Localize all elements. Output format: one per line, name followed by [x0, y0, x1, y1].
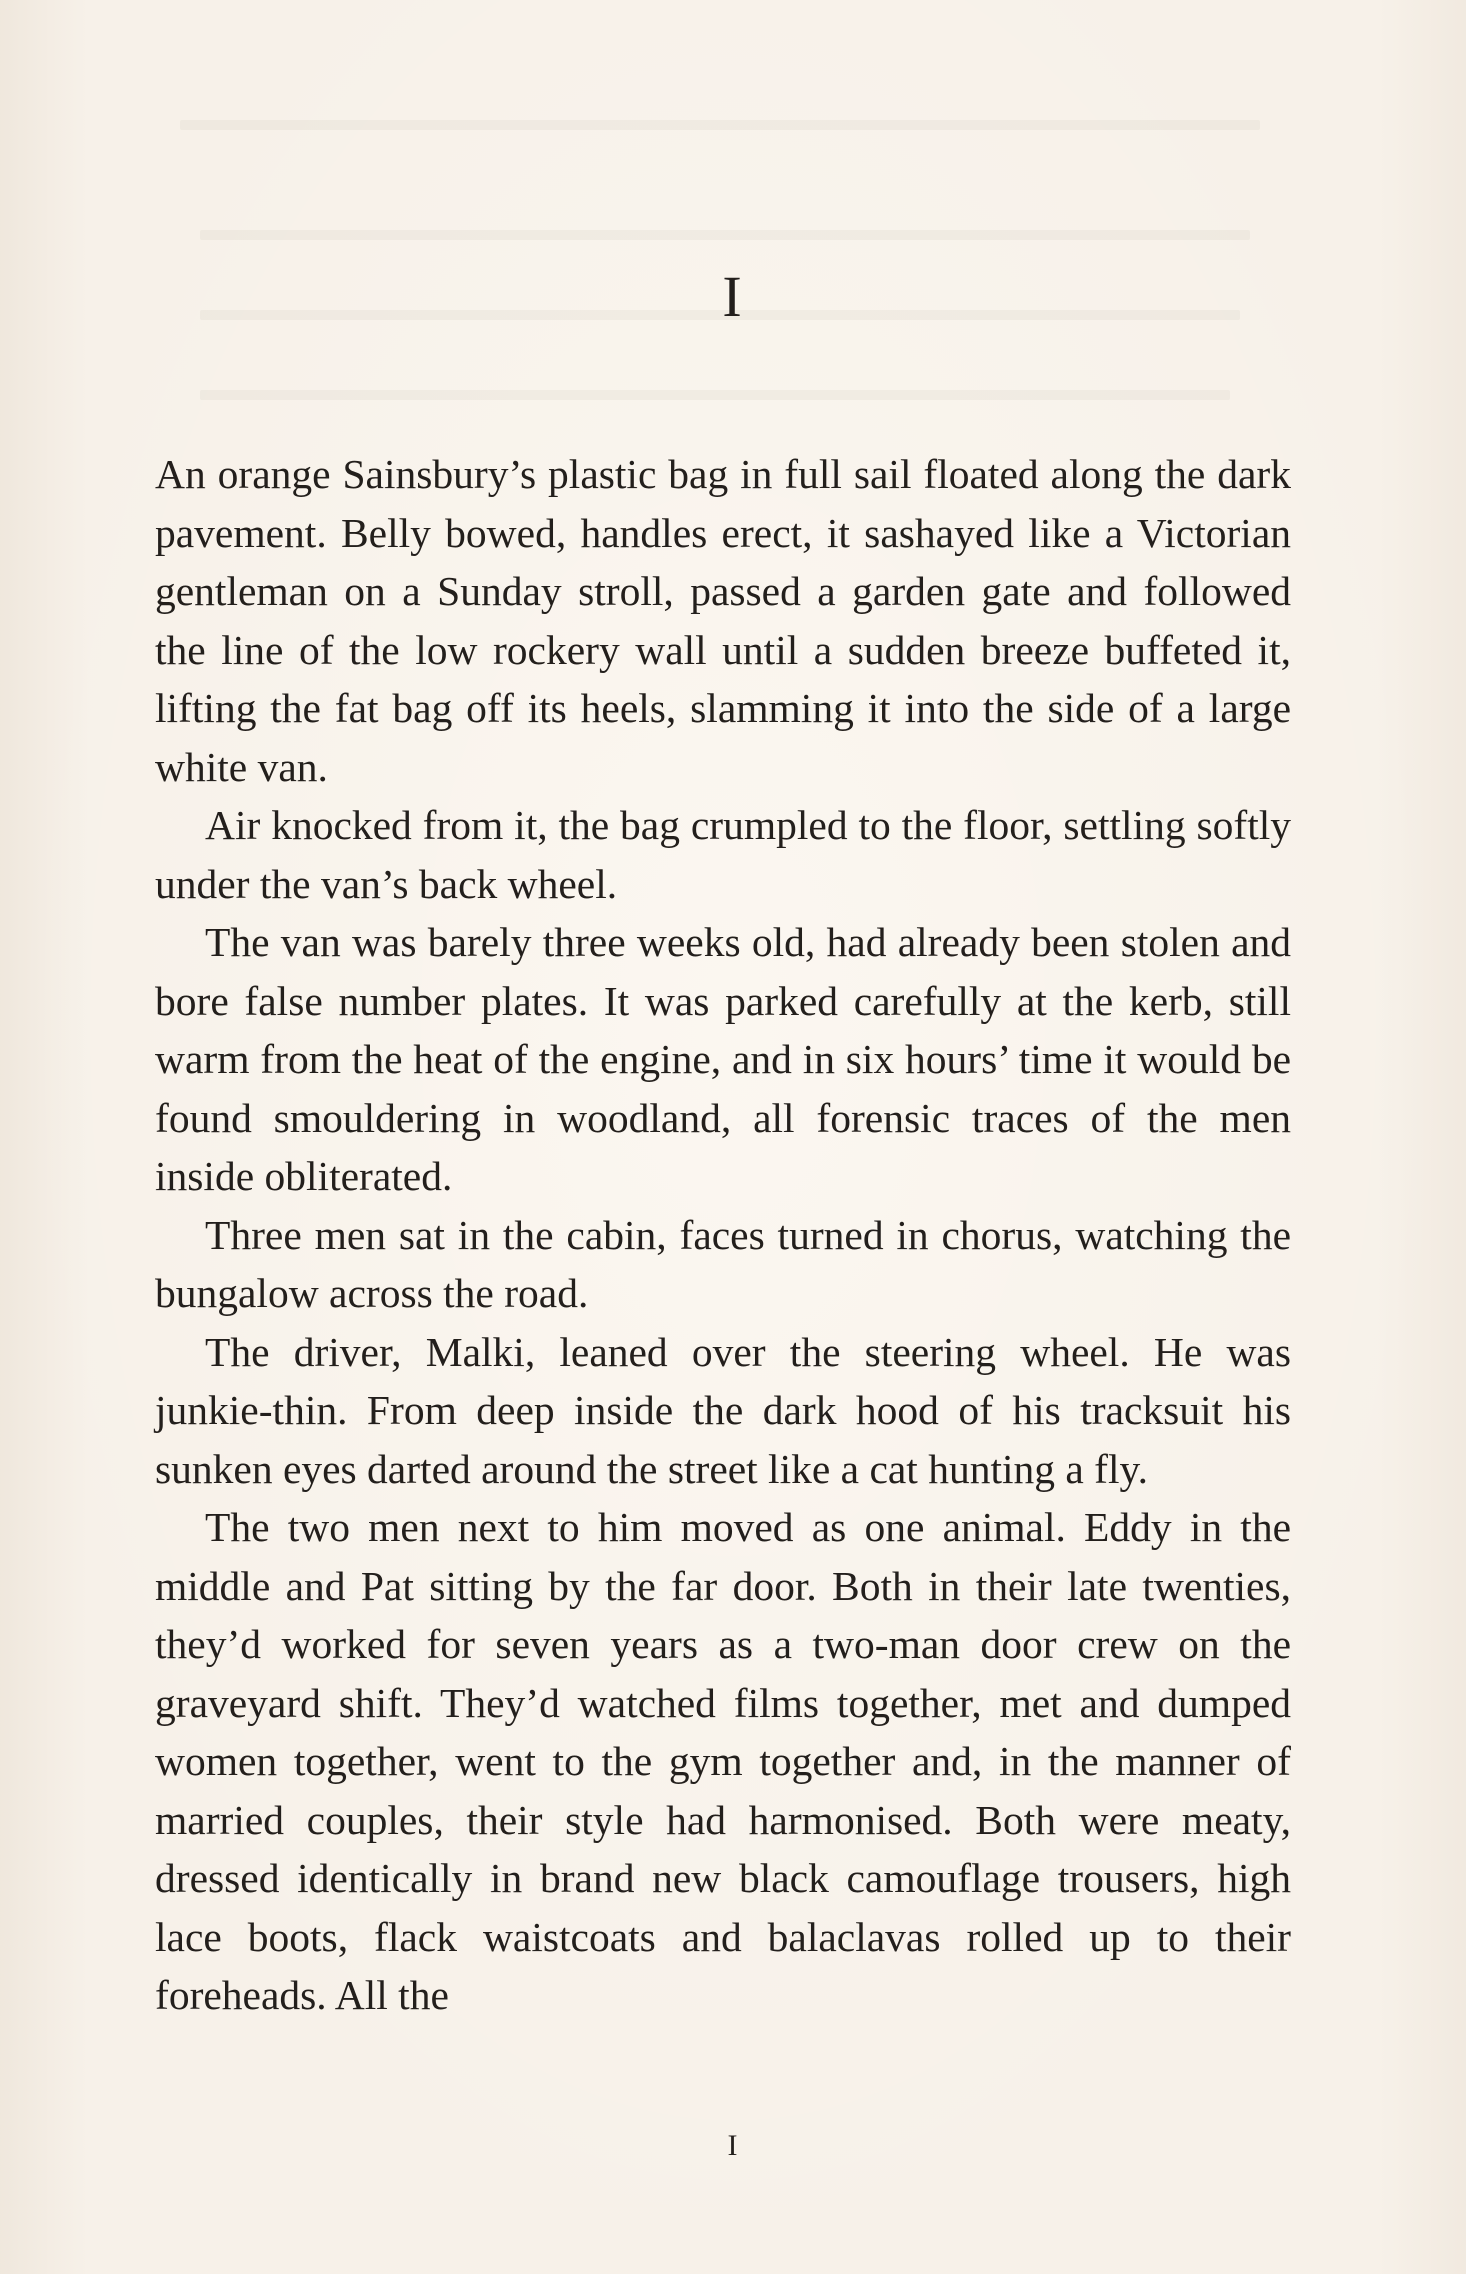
paragraph: The driver, Malki, leaned over the steering wheel. He was junkie-thin. From deep inside the dark hood of his tracksuit his sunken eyes darted around the street like a cat hunting a fly. [155, 1328, 1291, 1492]
page-number: I [727, 2129, 739, 2162]
show-through-line [200, 230, 1250, 240]
show-through-line [200, 390, 1230, 400]
show-through-line [180, 120, 1260, 130]
paragraph: Three men sat in the cabin, faces turned in chorus, watching the bungalow across the road. [155, 1211, 1291, 1316]
body-text [155, 445, 1291, 2025]
paragraph: Air knocked from it, the bag crumpled to the floor, settling softly under the van’s back wheel. [155, 802, 1291, 907]
chapter-number: I [722, 264, 744, 329]
paragraph: The two men next to him moved as one animal. Eddy in the middle and Pat sitting by the far door. Both in their late twenties, they’d worked for seven years as a two-man door crew on the graveyard shift. They’d watched films together, met and dumped women together, went to the gym together and, in the manner of married couples, their style had harmonised. Both were meaty, dressed identically in brand new black camouflage trousers, high lace boots, flack waistcoats and balaclavas rolled up to their foreheads. All the [155, 1504, 1291, 2018]
paragraph: The van was barely three weeks old, had already been stolen and bore false number plates. It was parked carefully at the kerb, still warm from the heat of the engine, and in six hours’ time it would be found smouldering in woodland, all forensic traces of the men inside obliterated. [155, 919, 1291, 1199]
paragraph: An orange Sainsbury’s plastic bag in full sail floated along the dark pavement. Belly bowed, handles erect, it sashayed like a Victorian gentleman on a Sunday stroll, passed a garden gate and followed the line of the low rockery wall until a sudden breeze buffeted it, lifting the fat bag off its heels, slamming it into the side of a large white van. [155, 451, 1291, 790]
